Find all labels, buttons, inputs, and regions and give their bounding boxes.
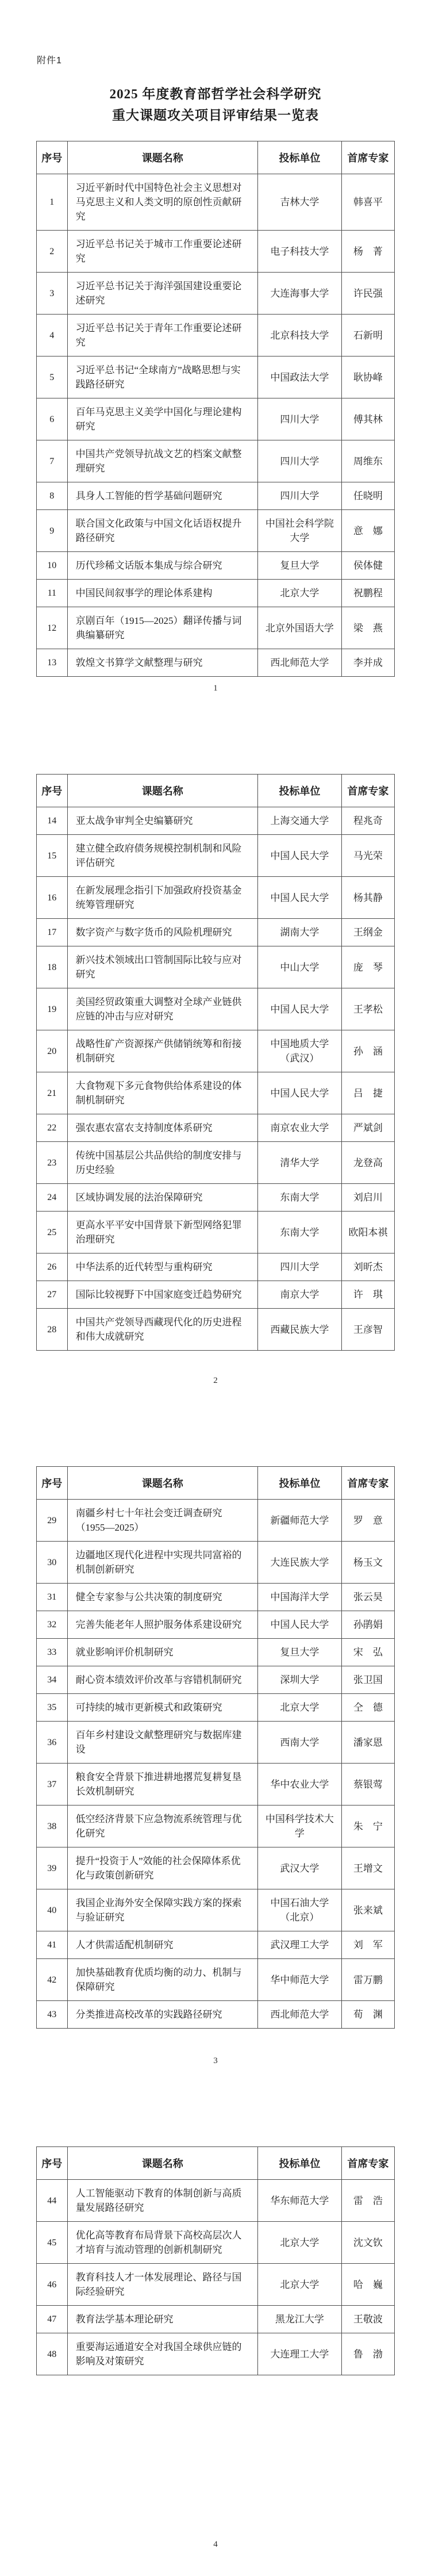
bidding-unit: 中国石油大学（北京） bbox=[258, 1889, 342, 1931]
table-row bbox=[37, 580, 395, 607]
table-row bbox=[37, 1611, 395, 1639]
table-row bbox=[37, 1072, 395, 1114]
project-title: 区域协调发展的法治保障研究 bbox=[67, 1184, 257, 1212]
bidding-unit: 东南大学 bbox=[258, 1184, 342, 1212]
chief-expert: 杨其静 bbox=[341, 877, 394, 919]
project-title: 美国经贸政策重大调整对全球产业链供应链的冲击与应对研究 bbox=[67, 988, 257, 1030]
bidding-unit: 中国地质大学（武汉） bbox=[258, 1030, 342, 1072]
row-number: 6 bbox=[37, 398, 68, 440]
table-row bbox=[37, 1500, 395, 1542]
row-number: 26 bbox=[37, 1254, 68, 1281]
chief-expert: 刘启川 bbox=[341, 1184, 394, 1212]
project-title: 粮食安全背景下推进耕地撂荒复耕复垦长效机制研究 bbox=[67, 1764, 257, 1805]
project-title: 优化高等教育布局背景下高校高层次人才培育与流动管理的创新机制研究 bbox=[67, 2222, 257, 2264]
project-title: 百年乡村建设文献整理研究与数据库建设 bbox=[67, 1722, 257, 1764]
row-number: 3 bbox=[37, 273, 68, 315]
row-number: 15 bbox=[37, 835, 68, 877]
column-header-expert: 首席专家 bbox=[341, 775, 394, 807]
bidding-unit: 新疆师范大学 bbox=[258, 1500, 342, 1542]
project-title: 习近平总书记关于城市工作重要论述研究 bbox=[67, 231, 257, 273]
project-title: 习近平新时代中国特色社会主义思想对马克思主义和人类文明的原创性贡献研究 bbox=[67, 174, 257, 231]
project-title: 加快基础教育优质均衡的动力、机制与保障研究 bbox=[67, 1959, 257, 2001]
row-number: 19 bbox=[37, 988, 68, 1030]
project-title: 人工智能驱动下教育的体制创新与高质量发展路径研究 bbox=[67, 2180, 257, 2222]
column-header-expert: 首席专家 bbox=[341, 2147, 394, 2180]
chief-expert: 朱 宁 bbox=[341, 1805, 394, 1847]
project-title: 完善失能老年人照护服务体系建设研究 bbox=[67, 1611, 257, 1639]
chief-expert: 王彦智 bbox=[341, 1309, 394, 1351]
table-row bbox=[37, 607, 395, 649]
chief-expert: 雷万鹏 bbox=[341, 1959, 394, 2001]
column-header-title: 课题名称 bbox=[67, 2147, 257, 2180]
bidding-unit: 电子科技大学 bbox=[258, 231, 342, 273]
bidding-unit: 中国人民大学 bbox=[258, 835, 342, 877]
row-number: 1 bbox=[37, 174, 68, 231]
table-row bbox=[37, 2333, 395, 2375]
bidding-unit: 复旦大学 bbox=[258, 552, 342, 580]
project-title: 我国企业海外安全保障实践方案的探索与验证研究 bbox=[67, 1889, 257, 1931]
table-row bbox=[37, 510, 395, 552]
bidding-unit: 中国海洋大学 bbox=[258, 1584, 342, 1611]
project-title: 习近平总书记关于青年工作重要论述研究 bbox=[67, 315, 257, 356]
column-header-expert: 首席专家 bbox=[341, 1467, 394, 1500]
table-row bbox=[37, 1212, 395, 1254]
row-number: 18 bbox=[37, 946, 68, 988]
bidding-unit: 中国人民大学 bbox=[258, 877, 342, 919]
table-header-row bbox=[37, 1467, 395, 1500]
results-table-page4 bbox=[36, 2146, 395, 2375]
table-row bbox=[37, 398, 395, 440]
bidding-unit: 中国政法大学 bbox=[258, 356, 342, 398]
chief-expert: 孙鹃娟 bbox=[341, 1611, 394, 1639]
table-row bbox=[37, 552, 395, 580]
chief-expert: 李并成 bbox=[341, 649, 394, 677]
bidding-unit: 四川大学 bbox=[258, 440, 342, 482]
project-title: 历代珍稀文话版本集成与综合研究 bbox=[67, 552, 257, 580]
chief-expert: 梁 燕 bbox=[341, 607, 394, 649]
row-number: 21 bbox=[37, 1072, 68, 1114]
project-title: 百年马克思主义美学中国化与理论建构研究 bbox=[67, 398, 257, 440]
table-row bbox=[37, 440, 395, 482]
row-number: 22 bbox=[37, 1114, 68, 1142]
row-number: 27 bbox=[37, 1281, 68, 1309]
bidding-unit: 中国人民大学 bbox=[258, 988, 342, 1030]
row-number: 10 bbox=[37, 552, 68, 580]
chief-expert: 任晓明 bbox=[341, 482, 394, 510]
table-row bbox=[37, 1114, 395, 1142]
chief-expert: 祝鹏程 bbox=[341, 580, 394, 607]
project-title: 习近平总书记“全球南方”战略思想与实践路径研究 bbox=[67, 356, 257, 398]
row-number: 47 bbox=[37, 2306, 68, 2333]
project-title: 中国民间叙事学的理论体系建构 bbox=[67, 580, 257, 607]
table-row bbox=[37, 482, 395, 510]
project-title: 分类推进高校改革的实践路径研究 bbox=[67, 2001, 257, 2029]
bidding-unit: 深圳大学 bbox=[258, 1666, 342, 1694]
project-title: 人才供需适配机制研究 bbox=[67, 1931, 257, 1959]
bidding-unit: 大连海事大学 bbox=[258, 273, 342, 315]
chief-expert: 沈文钦 bbox=[341, 2222, 394, 2264]
chief-expert: 欧阳本祺 bbox=[341, 1212, 394, 1254]
chief-expert: 许 琪 bbox=[341, 1281, 394, 1309]
chief-expert: 张卫国 bbox=[341, 1666, 394, 1694]
bidding-unit: 湖南大学 bbox=[258, 919, 342, 946]
chief-expert: 宋 弘 bbox=[341, 1639, 394, 1666]
page-number: 2 bbox=[213, 1376, 218, 1385]
bidding-unit: 华中农业大学 bbox=[258, 1764, 342, 1805]
table-row bbox=[37, 1805, 395, 1847]
chief-expert: 刘 军 bbox=[341, 1931, 394, 1959]
column-header-expert: 首席专家 bbox=[341, 141, 394, 174]
chief-expert: 周维东 bbox=[341, 440, 394, 482]
row-number: 35 bbox=[37, 1694, 68, 1722]
table-row bbox=[37, 2264, 395, 2306]
bidding-unit: 武汉大学 bbox=[258, 1847, 342, 1889]
column-header-unit: 投标单位 bbox=[258, 2147, 342, 2180]
chief-expert: 张来斌 bbox=[341, 1889, 394, 1931]
project-title: 耐心资本绩效评价改革与容错机制研究 bbox=[67, 1666, 257, 1694]
row-number: 39 bbox=[37, 1847, 68, 1889]
row-number: 8 bbox=[37, 482, 68, 510]
project-title: 低空经济背景下应急物流系统管理与优化研究 bbox=[67, 1805, 257, 1847]
chief-expert: 马光荣 bbox=[341, 835, 394, 877]
project-title: 提升“投资于人”效能的社会保障体系优化与政策创新研究 bbox=[67, 1847, 257, 1889]
project-title: 可持续的城市更新模式和政策研究 bbox=[67, 1694, 257, 1722]
bidding-unit: 中国人民大学 bbox=[258, 1072, 342, 1114]
project-title: 建立健全政府债务规模控制机制和风险评估研究 bbox=[67, 835, 257, 877]
table-row bbox=[37, 1639, 395, 1666]
bidding-unit: 大连民族大学 bbox=[258, 1542, 342, 1584]
row-number: 24 bbox=[37, 1184, 68, 1212]
table-row bbox=[37, 1764, 395, 1805]
chief-expert: 傅其林 bbox=[341, 398, 394, 440]
table-row bbox=[37, 835, 395, 877]
table-row bbox=[37, 946, 395, 988]
row-number: 13 bbox=[37, 649, 68, 677]
bidding-unit: 北京大学 bbox=[258, 1694, 342, 1722]
chief-expert: 吕 捷 bbox=[341, 1072, 394, 1114]
table-row bbox=[37, 1030, 395, 1072]
project-title: 新兴技术领域出口管制国际比较与应对研究 bbox=[67, 946, 257, 988]
bidding-unit: 四川大学 bbox=[258, 398, 342, 440]
row-number: 17 bbox=[37, 919, 68, 946]
bidding-unit: 西藏民族大学 bbox=[258, 1309, 342, 1351]
bidding-unit: 东南大学 bbox=[258, 1212, 342, 1254]
chief-expert: 雷 浩 bbox=[341, 2180, 394, 2222]
results-table-page3 bbox=[36, 1466, 395, 2029]
chief-expert: 意 娜 bbox=[341, 510, 394, 552]
row-number: 2 bbox=[37, 231, 68, 273]
row-number: 23 bbox=[37, 1142, 68, 1184]
chief-expert: 王孝松 bbox=[341, 988, 394, 1030]
row-number: 48 bbox=[37, 2333, 68, 2375]
table-row bbox=[37, 273, 395, 315]
project-title: 健全专家参与公共决策的制度研究 bbox=[67, 1584, 257, 1611]
project-title: 大食物观下多元食物供给体系建设的体制机制研究 bbox=[67, 1072, 257, 1114]
bidding-unit: 吉林大学 bbox=[258, 174, 342, 231]
chief-expert: 张云昊 bbox=[341, 1584, 394, 1611]
column-header-unit: 投标单位 bbox=[258, 775, 342, 807]
project-title: 联合国文化政策与中国文化话语权提升路径研究 bbox=[67, 510, 257, 552]
table-row bbox=[37, 1666, 395, 1694]
table-row bbox=[37, 1584, 395, 1611]
results-table-page2 bbox=[36, 774, 395, 1351]
bidding-unit: 北京大学 bbox=[258, 2222, 342, 2264]
row-number: 38 bbox=[37, 1805, 68, 1847]
table-row bbox=[37, 919, 395, 946]
row-number: 36 bbox=[37, 1722, 68, 1764]
bidding-unit: 四川大学 bbox=[258, 482, 342, 510]
chief-expert: 耿协峰 bbox=[341, 356, 394, 398]
row-number: 31 bbox=[37, 1584, 68, 1611]
chief-expert: 王纲金 bbox=[341, 919, 394, 946]
row-number: 11 bbox=[37, 580, 68, 607]
bidding-unit: 上海交通大学 bbox=[258, 807, 342, 835]
project-title: 战略性矿产资源探产供储销统筹和衔接机制研究 bbox=[67, 1030, 257, 1072]
project-title: 具身人工智能的哲学基础问题研究 bbox=[67, 482, 257, 510]
row-number: 43 bbox=[37, 2001, 68, 2029]
project-title: 敦煌文书算学文献整理与研究 bbox=[67, 649, 257, 677]
page-number: 1 bbox=[213, 684, 218, 693]
chief-expert: 严斌剑 bbox=[341, 1114, 394, 1142]
table-row bbox=[37, 988, 395, 1030]
project-title: 在新发展理念指引下加强政府投资基金统筹管理研究 bbox=[67, 877, 257, 919]
attachment-label: 附件1 bbox=[37, 56, 62, 66]
table-header-row bbox=[37, 2147, 395, 2180]
row-number: 29 bbox=[37, 1500, 68, 1542]
row-number: 28 bbox=[37, 1309, 68, 1351]
table-row bbox=[37, 1142, 395, 1184]
project-title: 亚太战争审判全史编纂研究 bbox=[67, 807, 257, 835]
column-header-no: 序号 bbox=[37, 1467, 68, 1500]
project-title: 教育法学基本理论研究 bbox=[67, 2306, 257, 2333]
column-header-title: 课题名称 bbox=[67, 1467, 257, 1500]
bidding-unit: 南京大学 bbox=[258, 1281, 342, 1309]
page-number: 3 bbox=[213, 2056, 218, 2065]
table-header bbox=[37, 141, 395, 174]
project-title: 就业影响评价机制研究 bbox=[67, 1639, 257, 1666]
bidding-unit: 北京外国语大学 bbox=[258, 607, 342, 649]
chief-expert: 杨 菁 bbox=[341, 231, 394, 273]
table-row bbox=[37, 649, 395, 677]
row-number: 14 bbox=[37, 807, 68, 835]
table-row bbox=[37, 1184, 395, 1212]
chief-expert: 罗 意 bbox=[341, 1500, 394, 1542]
chief-expert: 韩喜平 bbox=[341, 174, 394, 231]
bidding-unit: 四川大学 bbox=[258, 1254, 342, 1281]
table-row bbox=[37, 1281, 395, 1309]
chief-expert: 侯体健 bbox=[341, 552, 394, 580]
bidding-unit: 清华大学 bbox=[258, 1142, 342, 1184]
project-title: 强农惠农富农支持制度体系研究 bbox=[67, 1114, 257, 1142]
table-row bbox=[37, 231, 395, 273]
row-number: 12 bbox=[37, 607, 68, 649]
table-header bbox=[37, 775, 395, 807]
chief-expert: 龙登高 bbox=[341, 1142, 394, 1184]
project-title: 边疆地区现代化进程中实现共同富裕的机制创新研究 bbox=[67, 1542, 257, 1584]
bidding-unit: 中国人民大学 bbox=[258, 1611, 342, 1639]
project-title: 习近平总书记关于海洋强国建设重要论述研究 bbox=[67, 273, 257, 315]
row-number: 44 bbox=[37, 2180, 68, 2222]
bidding-unit: 中国科学技术大学 bbox=[258, 1805, 342, 1847]
table-row bbox=[37, 2001, 395, 2029]
row-number: 42 bbox=[37, 1959, 68, 2001]
table-row bbox=[37, 174, 395, 231]
chief-expert: 庞 琴 bbox=[341, 946, 394, 988]
page-title-line1: 2025 年度教育部哲学社会科学研究 bbox=[109, 87, 322, 101]
bidding-unit: 中山大学 bbox=[258, 946, 342, 988]
row-number: 5 bbox=[37, 356, 68, 398]
chief-expert: 蔡银莺 bbox=[341, 1764, 394, 1805]
table-row bbox=[37, 1847, 395, 1889]
chief-expert: 孙 涵 bbox=[341, 1030, 394, 1072]
table-header-row bbox=[37, 141, 395, 174]
table-row bbox=[37, 1722, 395, 1764]
row-number: 9 bbox=[37, 510, 68, 552]
chief-expert: 荀 渊 bbox=[341, 2001, 394, 2029]
row-number: 32 bbox=[37, 1611, 68, 1639]
bidding-unit: 华中师范大学 bbox=[258, 1959, 342, 2001]
table-header bbox=[37, 1467, 395, 1500]
row-number: 40 bbox=[37, 1889, 68, 1931]
table-row bbox=[37, 1309, 395, 1351]
project-title: 更高水平平安中国背景下新型网络犯罪治理研究 bbox=[67, 1212, 257, 1254]
bidding-unit: 西北师范大学 bbox=[258, 2001, 342, 2029]
chief-expert: 石新明 bbox=[341, 315, 394, 356]
bidding-unit: 西北师范大学 bbox=[258, 649, 342, 677]
project-title: 南疆乡村七十年社会变迁调查研究（1955—2025） bbox=[67, 1500, 257, 1542]
table-row bbox=[37, 1254, 395, 1281]
chief-expert: 程兆奇 bbox=[341, 807, 394, 835]
column-header-no: 序号 bbox=[37, 2147, 68, 2180]
table-header bbox=[37, 2147, 395, 2180]
row-number: 45 bbox=[37, 2222, 68, 2264]
table-row bbox=[37, 807, 395, 835]
chief-expert: 许民强 bbox=[341, 273, 394, 315]
page-title bbox=[0, 83, 431, 126]
table-row bbox=[37, 1694, 395, 1722]
bidding-unit: 西南大学 bbox=[258, 1722, 342, 1764]
row-number: 25 bbox=[37, 1212, 68, 1254]
row-number: 33 bbox=[37, 1639, 68, 1666]
project-title: 中国共产党领导西藏现代化的历史进程和伟大成就研究 bbox=[67, 1309, 257, 1351]
chief-expert: 王增文 bbox=[341, 1847, 394, 1889]
column-header-no: 序号 bbox=[37, 141, 68, 174]
bidding-unit: 大连理工大学 bbox=[258, 2333, 342, 2375]
project-title: 国际比较视野下中国家庭变迁趋势研究 bbox=[67, 1281, 257, 1309]
bidding-unit: 北京大学 bbox=[258, 580, 342, 607]
row-number: 16 bbox=[37, 877, 68, 919]
project-title: 传统中国基层公共品供给的制度安排与历史经验 bbox=[67, 1142, 257, 1184]
bidding-unit: 中国社会科学院大学 bbox=[258, 510, 342, 552]
chief-expert: 仝 德 bbox=[341, 1694, 394, 1722]
bidding-unit: 北京大学 bbox=[258, 2264, 342, 2306]
bidding-unit: 复旦大学 bbox=[258, 1639, 342, 1666]
results-table-page1 bbox=[36, 141, 395, 677]
page-number: 4 bbox=[213, 2540, 218, 2549]
chief-expert: 潘家恩 bbox=[341, 1722, 394, 1764]
row-number: 4 bbox=[37, 315, 68, 356]
chief-expert: 刘昕杰 bbox=[341, 1254, 394, 1281]
bidding-unit: 北京科技大学 bbox=[258, 315, 342, 356]
row-number: 20 bbox=[37, 1030, 68, 1072]
table-row bbox=[37, 2180, 395, 2222]
table-row bbox=[37, 2222, 395, 2264]
project-title: 数字资产与数字货币的风险机理研究 bbox=[67, 919, 257, 946]
table-row bbox=[37, 1931, 395, 1959]
column-header-title: 课题名称 bbox=[67, 141, 257, 174]
column-header-no: 序号 bbox=[37, 775, 68, 807]
project-title: 京剧百年（1915—2025）翻译传播与词典编纂研究 bbox=[67, 607, 257, 649]
chief-expert: 鲁 渤 bbox=[341, 2333, 394, 2375]
project-title: 重要海运通道安全对我国全球供应链的影响及对策研究 bbox=[67, 2333, 257, 2375]
table-row bbox=[37, 315, 395, 356]
row-number: 34 bbox=[37, 1666, 68, 1694]
row-number: 46 bbox=[37, 2264, 68, 2306]
column-header-unit: 投标单位 bbox=[258, 1467, 342, 1500]
table-row bbox=[37, 356, 395, 398]
bidding-unit: 南京农业大学 bbox=[258, 1114, 342, 1142]
bidding-unit: 黑龙江大学 bbox=[258, 2306, 342, 2333]
project-title: 中华法系的近代转型与重构研究 bbox=[67, 1254, 257, 1281]
project-title: 教育科技人才一体发展理论、路径与国际经验研究 bbox=[67, 2264, 257, 2306]
row-number: 7 bbox=[37, 440, 68, 482]
table-row bbox=[37, 1542, 395, 1584]
chief-expert: 杨玉文 bbox=[341, 1542, 394, 1584]
chief-expert: 哈 巍 bbox=[341, 2264, 394, 2306]
row-number: 30 bbox=[37, 1542, 68, 1584]
column-header-unit: 投标单位 bbox=[258, 141, 342, 174]
row-number: 41 bbox=[37, 1931, 68, 1959]
table-row bbox=[37, 877, 395, 919]
table-row bbox=[37, 1889, 395, 1931]
table-row bbox=[37, 2306, 395, 2333]
bidding-unit: 武汉理工大学 bbox=[258, 1931, 342, 1959]
page-title-line2: 重大课题攻关项目评审结果一览表 bbox=[112, 108, 319, 122]
column-header-title: 课题名称 bbox=[67, 775, 257, 807]
row-number: 37 bbox=[37, 1764, 68, 1805]
bidding-unit: 华东师范大学 bbox=[258, 2180, 342, 2222]
chief-expert: 王敬波 bbox=[341, 2306, 394, 2333]
table-row bbox=[37, 1959, 395, 2001]
project-title: 中国共产党领导抗战文艺的档案文献整理研究 bbox=[67, 440, 257, 482]
table-header-row bbox=[37, 775, 395, 807]
